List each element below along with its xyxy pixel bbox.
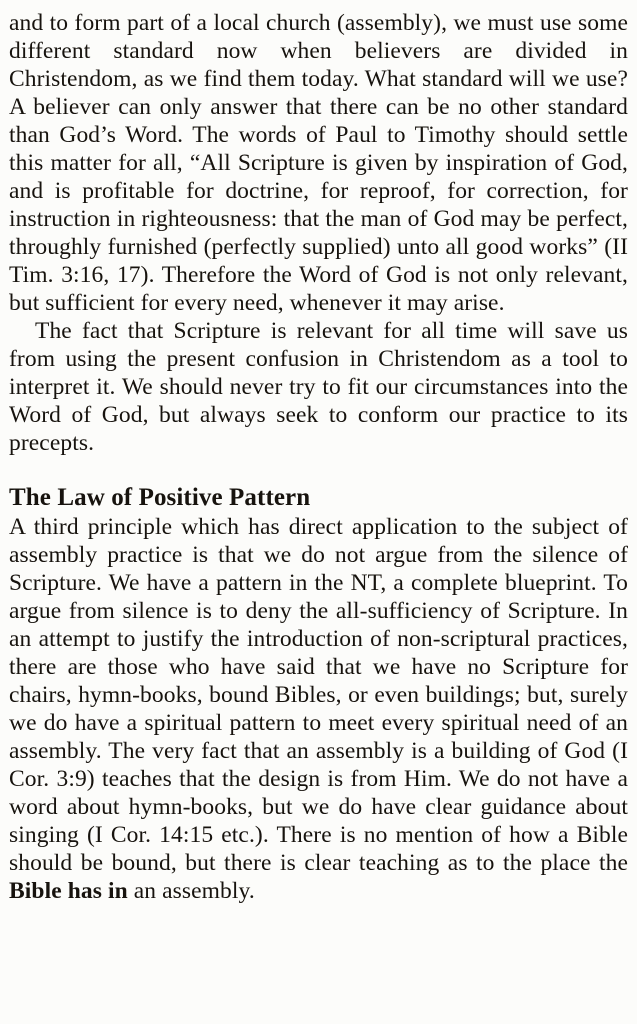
page-text-block [9, 9, 628, 905]
paragraph-positive-pattern-text-start: A third principle which has direct application to the subject of assembly practice is that we do not argue from the silence of Scripture. We have a pattern in the NT, a complete blueprint. To argue from silence is to deny the all-sufficiency of Scripture. In an attempt to justify the introduction of non-scriptural practices, there are those who have said that we have no Scripture for chairs, hymn-books, bound Bibles, or even buildings; but, surely we do have a spiritual pattern to meet every spiritual need of an assembly. The very fact that an assembly is a building of God (I Cor. 3:9) teaches that the design is from Him. We do not have a word about hymn-books, but we do have clear guidance about singing (I Cor. 14:15 etc.). There is no mention of how a Bible should be bound, but there is clear teaching as to the place the [9, 514, 628, 876]
section-heading: The Law of Positive Pattern [9, 484, 311, 511]
paragraph-continuation: and to form part of a local church (assembly), we must use some different standard now when believers are divided in Christendom, as we find them today. What standard will we use? A believer can only answer that there can be no other standard than God’s Word. The words of Paul to Timothy should settle this matter for all, “All Scripture is given by inspiration of God, and is profitable for doctrine, for reproof, for correction, for instruction in righteousness: that the man of God may be perfect, throughly furnished (perfectly supplied) unto all good works” (II Tim. 3:16, 17). Therefore the Word of God is not only relevant, but sufficient for every need, whenever it may arise. [9, 10, 628, 316]
paragraph-positive-pattern [9, 513, 628, 905]
emphasized-text: Bible has in [9, 878, 128, 904]
paragraph-scripture-relevant: The fact that Scripture is relevant for all time will save us from using the present confusion in Christendom as a tool to interpret it. We should never try to fit our circumstances into the Word of God, but always seek to conform our practice to its precepts. [9, 318, 628, 456]
paragraph-positive-pattern-text-end: an assembly. [127, 878, 255, 904]
